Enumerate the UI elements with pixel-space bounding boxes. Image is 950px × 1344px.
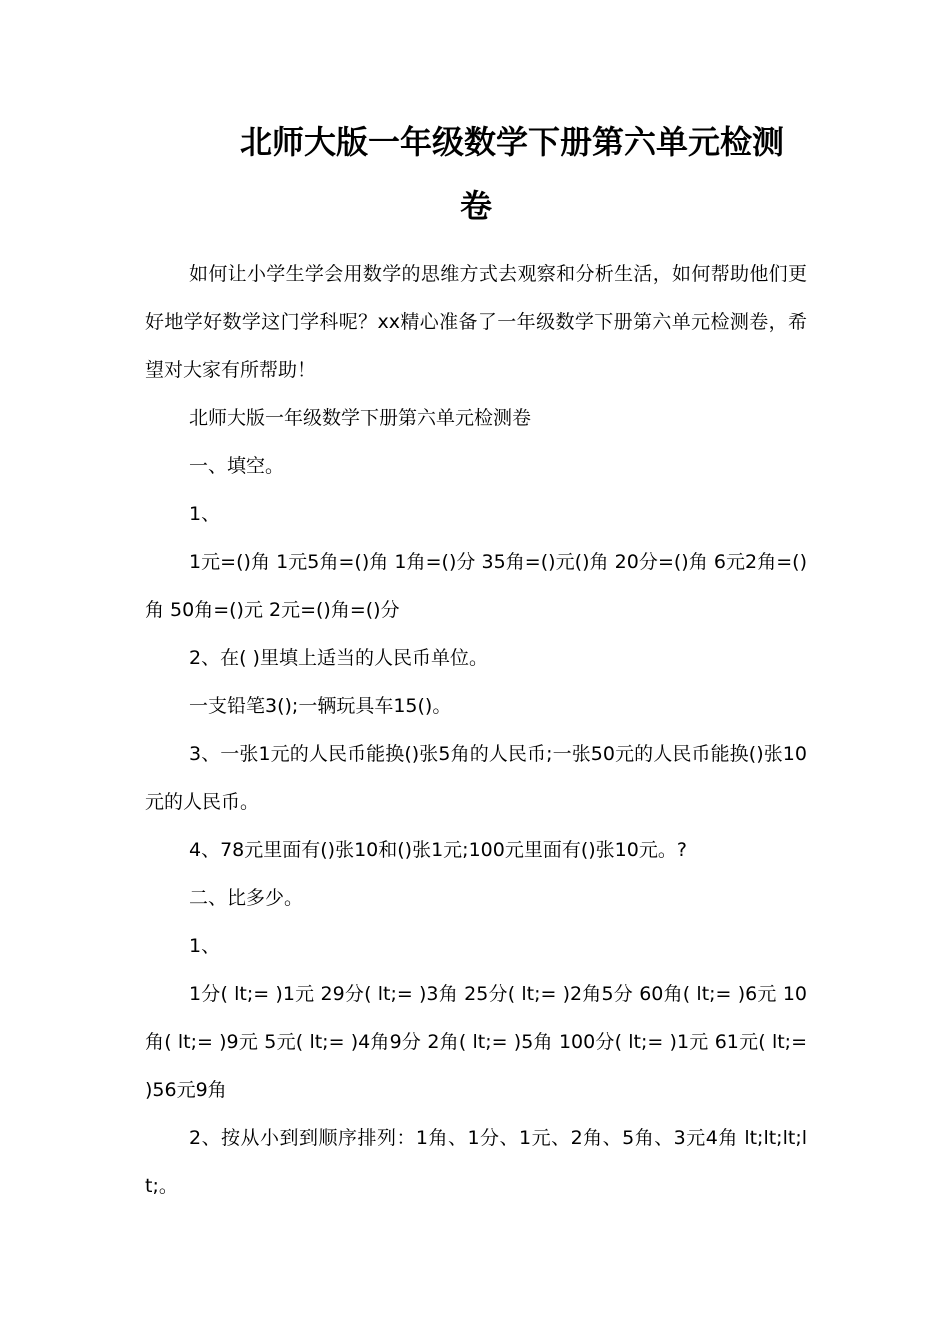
document-body xyxy=(145,250,807,1210)
question-paragraph: 1分( lt;= )1元 29分( lt;= )3角 25分( lt;= )2角5分 60角( lt;= )6元 10角( lt;= )9元 5元( lt;= )4角9分 2角( lt;= )5角 100分( lt;= )1元 61元( lt;= )56元9角 xyxy=(145,983,807,1101)
question-paragraph: 一支铅笔3();一辆玩具车15()。 xyxy=(189,695,452,717)
document-page xyxy=(145,110,807,1210)
question-number: 1、 xyxy=(189,935,221,957)
question-paragraph: 4、78元里面有()张10和()张1元;100元里面有()张10元。? xyxy=(189,839,687,861)
question-number: 1、 xyxy=(189,503,221,525)
section-heading-fill-blank: 一、填空。 xyxy=(189,455,285,477)
document-title-continued: 卷 xyxy=(459,187,492,225)
question-paragraph: 1元=()角 1元5角=()角 1角=()分 35角=()元()角 20分=()角 6元2角=()角 50角=()元 2元=()角=()分 xyxy=(145,551,807,621)
subtitle-paragraph: 北师大版一年级数学下册第六单元检测卷 xyxy=(189,407,532,429)
question-paragraph: 2、按从小到到顺序排列：1角、1分、1元、2角、5角、3元4角 lt;lt;lt;lt;。 xyxy=(145,1127,807,1197)
section-heading-compare: 二、比多少。 xyxy=(189,887,304,909)
document-title: 北师大版一年级数学下册第六单元检测 xyxy=(239,123,784,161)
question-paragraph: 3、一张1元的人民币能换()张5角的人民币;一张50元的人民币能换()张10元的人民币。 xyxy=(145,743,807,813)
question-paragraph: 2、在( )里填上适当的人民币单位。 xyxy=(189,647,488,669)
intro-paragraph: 如何让小学生学会用数学的思维方式去观察和分析生活，如何帮助他们更好地学好数学这门学科呢？xx精心准备了一年级数学下册第六单元检测卷，希望对大家有所帮助！ xyxy=(145,263,807,381)
